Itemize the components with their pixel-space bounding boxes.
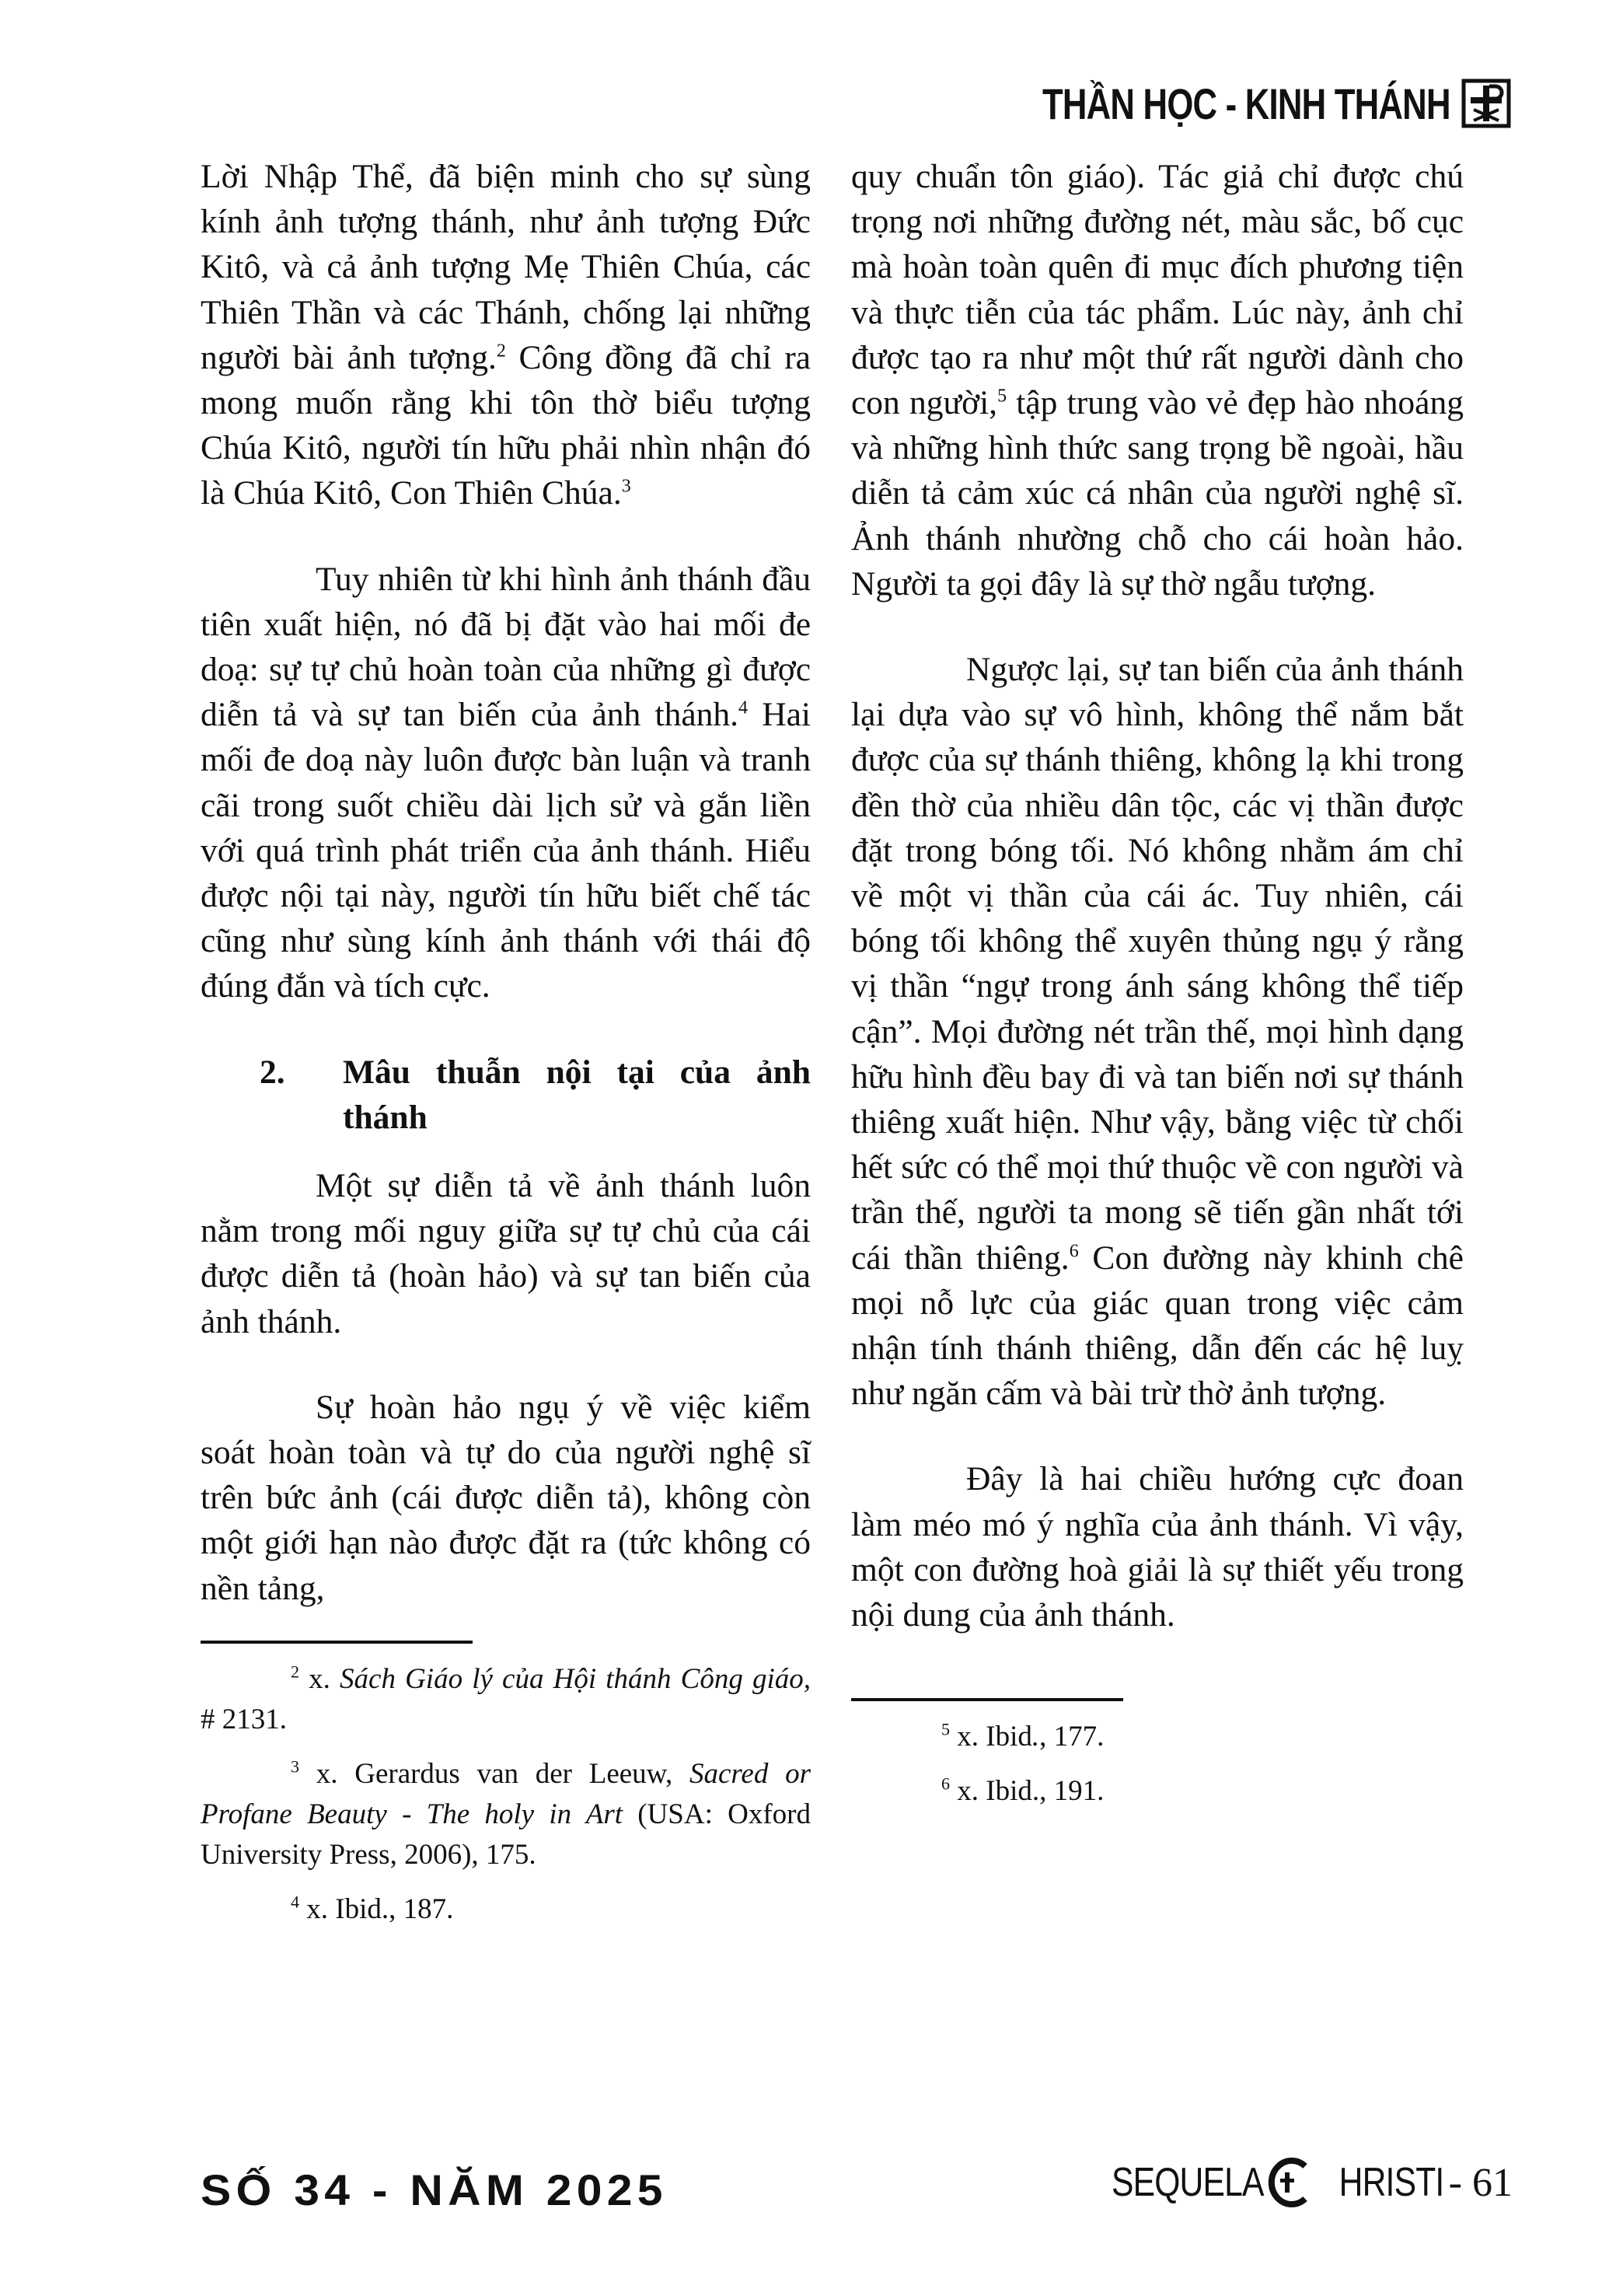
section-title: THẦN HỌC - KINH THÁNH (1042, 79, 1450, 128)
footnote-ref[interactable]: 3 (621, 476, 631, 497)
paragraph: quy chuẩn tôn giáo). Tác giả chỉ được chú trọng nơi những đường nét, màu sắc, bố cục mà hoàn toàn quên đi mục đích phương tiện và thực tiễn của tác phẩm. Lúc này, ảnh chỉ được tạo ra như một thứ rất người dành cho con người,$^5$ tập trung vào vẻ đẹp hào nhoáng và những hình thức sang trọng bề ngoài, hầu diễn tả cảm xúc cá nhân của người nghệ sĩ. Ảnh thánh nhường chỗ cho cái hoàn hảo. Người ta gọi đây là sự thờ ngẫu tượng. (851, 158, 1464, 603)
left-column (201, 154, 811, 1930)
footnote-ref[interactable]: 5 (997, 386, 1007, 407)
heading-number: 2. (260, 1053, 285, 1091)
brand-name-post: HRISTI (1339, 2160, 1444, 2205)
brand-logo-c-icon (1268, 2155, 1311, 2210)
footnote-3: $^3$ x. Gerardus van der Leeuw, Sacred or Profane Beauty - The holy in Art (USA: Oxford University Press, 2006), 175. (201, 1756, 811, 1871)
paragraph: Một sự diễn tả về ảnh thánh luôn nằm trong mối nguy giữa sự tự chủ của cái được diễn tả (hoàn hảo) và sự tan biến của ảnh thánh. (201, 1167, 811, 1340)
page-number: - 61 (1448, 2160, 1513, 2205)
chi-rho-cross-icon (1461, 79, 1511, 128)
footnote-6: $^6$ x. Ibid., 191. (941, 1774, 1105, 1808)
footnote-ref[interactable]: 6 (1069, 1241, 1079, 1262)
section-heading (201, 1050, 811, 1140)
running-header (927, 76, 1511, 131)
footnote-ref[interactable]: 4 (738, 697, 749, 718)
footnote-5: $^5$ x. Ibid., 177. (941, 1719, 1105, 1753)
heading-text: Mâu thuẫn nội tại của ảnh thánh (343, 1053, 811, 1136)
paragraph: Sự hoàn hảo ngụ ý về việc kiểm soát hoàn toàn và tự do của người nghệ sĩ trên bức ảnh (cái được diễn tả), không còn một giới hạn nào được đặt ra (tức không có nền tảng, (201, 1388, 811, 1607)
paragraph: Tuy nhiên từ khi hình ảnh thánh đầu tiên xuất hiện, nó đã bị đặt vào hai mối đe doạ: sự tự chủ hoàn toàn của những gì được diễn tả và sự tan biến của ảnh thánh.$^4$ Hai mối đe doạ này luôn được bàn luận và tranh cãi trong suốt chiều dài lịch sử và gắn liền với quá trình phát triển của ảnh thánh. Hiểu được nội tại này, người tín hữu biết chế tác cũng như sùng kính ảnh thánh với thái độ đúng đắn và tích cực. (201, 560, 811, 1005)
footnote-4: $^4$ x. Ibid., 187. (291, 1892, 454, 1925)
brand-name-pre: SEQUELA (1111, 2160, 1264, 2205)
paragraph: Đây là hai chiều hướng cực đoan làm méo mó ý nghĩa của ảnh thánh. Vì vậy, một con đường hoà giải là sự thiết yếu trong nội dung của ảnh thánh. (851, 1460, 1464, 1634)
issue-label: SỐ 34 - NĂM 2025 (201, 2165, 668, 2214)
footnote-2: $^2$ x. Sách Giáo lý của Hội thánh Công giáo, # 2131. (201, 1662, 811, 1735)
paragraph: Lời Nhập Thể, đã biện minh cho sự sùng kính ảnh tượng thánh, như ảnh tượng Đức Kitô, và cả ảnh tượng Mẹ Thiên Chúa, các Thiên Thần và các Thánh, chống lại những người bài ảnh tượng.$^2$ Công đồng đã chỉ ra mong muốn rằng khi tôn thờ biểu tượng Chúa Kitô, người tín hữu phải nhìn nhận đó là Chúa Kitô, Con Thiên Chúa.$^3$ (201, 158, 811, 512)
paragraph: Ngược lại, sự tan biến của ảnh thánh lại dựa vào sự vô hình, không thể nắm bắt được của sự thánh thiêng, không lạ khi trong đền thờ của nhiều dân tộc, các vị thần được đặt trong bóng tối. Nó không nhằm ám chỉ về một vị thần của cái ác. Tuy nhiên, cái bóng tối không thể xuyên thủng ngụ ý rằng vị thần “ngự trong ánh sáng không thể tiếp cận”. Mọi đường nét trần thế, mọi hình dạng hữu hình đều bay đi và tan biến nơi sự thánh thiêng xuất hiện. Như vậy, bằng việc từ chối hết sức có thể mọi thứ thuộc về con người và trần thế, người ta mong sẽ tiến gần nhất tới cái thần thiêng.$^6$ Con đường này khinh chê mọi nỗ lực của giác quan trong việc cảm nhận tính thánh thiêng, dẫn đến các hệ luỵ như ngăn cấm và bài trừ thờ ảnh tượng. (851, 651, 1464, 1413)
footnote-ref[interactable]: 2 (496, 341, 506, 362)
right-column (851, 154, 1464, 1812)
footer-brand (1078, 2155, 1513, 2210)
